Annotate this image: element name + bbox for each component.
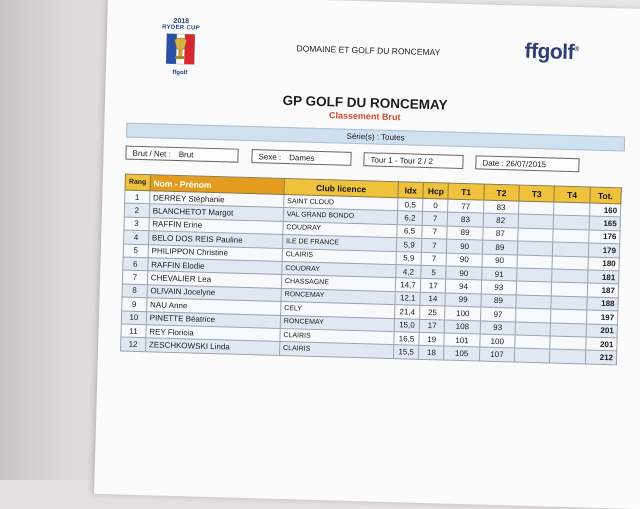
cell-hcp: 7 [422,212,448,226]
cell-hcp: 5 [421,265,447,279]
cell-club: COUDRAY [283,221,397,238]
cell-t4 [551,296,587,310]
col-t4: T4 [554,186,590,203]
cell-club: CELY [281,302,395,319]
cell-t4 [553,229,589,243]
cell-nom: BLANCHETOT Margot [149,204,284,221]
cell-t2: 83 [483,200,519,214]
cell-t2: 107 [479,347,515,361]
cell-tot: 180 [588,257,620,271]
col-nom: Nom - Prénom [150,175,285,195]
tours-box: Tour 1 - Tour 2 / 2 [363,152,463,169]
cell-idx: 6,2 [397,211,423,225]
cell-t3 [518,214,554,228]
col-rang: Rang [125,174,150,191]
cell-t3 [516,308,552,322]
cell-t1: 90 [446,266,482,280]
col-club: Club licence [284,178,398,197]
cell-nom: OLIVAIN Jocelyne [147,284,282,301]
cell-nom: RAFFIN Erine [149,218,284,235]
cell-t1: 100 [445,306,481,320]
cell-t2: 97 [480,307,516,321]
cell-nom: ZESCHKOWSKI Linda [145,338,280,355]
cell-club: CLAIRIS [282,248,396,265]
cell-hcp: 0 [423,198,449,212]
cell-idx: 4,2 [396,265,422,279]
cell-nom: NAU Anne [146,298,281,315]
cell-t4 [551,309,587,323]
cell-nom: BELO DOS REIS Pauline [148,231,283,248]
cell-t4 [553,215,589,229]
cell-t4 [552,282,588,296]
cell-t4 [552,269,588,283]
cell-tot: 181 [587,270,619,284]
cell-club: ILE DE FRANCE [282,235,396,252]
cell-idx: 14,7 [395,278,421,292]
cell-t3 [519,201,555,215]
cell-tot: 201 [586,323,618,337]
cell-nom: REY Floricia [146,325,281,342]
cell-t1: 99 [445,293,481,307]
cell-hcp: 14 [420,292,446,306]
cell-hcp: 17 [419,319,445,333]
ryder-cup-trophy-flag-icon [164,32,197,71]
cell-t3 [516,281,552,295]
filters-row [125,146,622,178]
cell-t2: 89 [482,240,518,254]
brut-net-value: Brut [178,150,194,160]
registered-mark-icon: ® [574,46,579,54]
cell-t3 [518,228,554,242]
cell-t3 [517,268,553,282]
cell-rang: 8 [122,284,147,298]
sexe-value: Dames [289,153,315,163]
ryder-label: RYDER CUP [162,24,201,32]
cell-nom: RAFFIN Elodie [147,258,282,275]
brut-net-label: Brut / Net : [132,148,171,159]
cell-tot: 160 [589,203,621,217]
cell-nom: DERREY Stéphanie [149,191,284,208]
cell-club: CHASSAGNE [281,275,395,292]
col-t1: T1 [448,183,484,200]
cell-t4 [554,202,590,216]
cell-rang: 9 [122,297,147,311]
cell-t3 [516,295,552,309]
cell-hcp: 7 [421,252,447,266]
page-subtitle: Classement Brut [328,110,401,123]
results-sheet [94,0,640,509]
cell-hcp: 19 [419,332,445,346]
cell-t4 [550,323,586,337]
cell-t2: 89 [481,294,517,308]
results-table [120,174,622,365]
col-idx: Idx [398,182,424,199]
cell-club: RONCEMAY [281,288,395,305]
cell-idx: 21,4 [395,305,421,319]
cell-rang: 7 [122,270,147,284]
cell-t1: 90 [446,253,482,267]
cell-tot: 165 [589,216,621,230]
cell-t1: 90 [447,239,483,253]
cell-t1: 105 [444,346,480,360]
cell-t3 [514,348,550,362]
cell-idx: 15,5 [393,345,419,359]
cell-rang: 5 [123,244,148,258]
cell-idx: 5,9 [396,238,422,252]
cell-club: RONCEMAY [280,315,394,332]
cell-t1: 101 [444,333,480,347]
cell-t4 [550,349,586,363]
cell-t1: 89 [447,226,483,240]
col-hcp: Hcp [423,182,449,199]
club-name-header: DOMAINE ET GOLF DU RONCEMAY [296,43,441,58]
col-t3: T3 [519,185,555,202]
cell-idx: 16,5 [394,332,420,346]
cell-t2: 91 [481,267,517,281]
col-t2: T2 [484,184,520,201]
cell-rang: 10 [121,311,146,325]
cell-t2: 90 [482,254,518,268]
cell-t1: 108 [445,320,481,334]
cell-t4 [552,256,588,270]
ryder-ffgolf: ffgolf [172,69,188,77]
cell-rang: 6 [123,257,148,271]
cell-tot: 187 [587,283,619,297]
cell-t2: 100 [479,334,515,348]
cell-idx: 12,1 [395,291,421,305]
cell-t3 [515,322,551,336]
cell-t3 [517,241,553,255]
cell-club: COUDRAY [282,261,396,278]
date-box: Date : 26/07/2015 [475,155,579,172]
cell-rang: 3 [124,217,149,231]
cell-t2: 82 [483,213,519,227]
page-title: GP GOLF DU RONCEMAY [282,92,448,113]
cell-t1: 77 [448,199,484,213]
ffgolf-logo [524,40,579,66]
cell-club: SAINT CLOUD [284,194,398,211]
cell-tot: 179 [588,243,620,257]
cell-hcp: 18 [419,346,445,360]
cell-rang: 2 [124,203,149,217]
series-bar: Série(s) : Toutes [126,123,625,152]
cell-rang: 12 [121,337,146,351]
ryder-year: 2018 [173,17,190,26]
cell-club: CLAIRIS [279,342,393,359]
cell-tot: 188 [587,297,619,311]
col-tot: Tot. [589,187,621,204]
cell-t1: 94 [446,279,482,293]
cell-nom: CHEVALIER Lea [147,271,282,288]
cell-t2: 93 [481,280,517,294]
cell-nom: PHILIPPON Christine [148,244,283,261]
cell-idx: 5,9 [396,251,422,265]
cell-t3 [515,335,551,349]
cell-club: CLAIRIS [280,328,394,345]
cell-idx: 0,5 [398,198,424,212]
cell-hcp: 17 [420,279,446,293]
cell-tot: 201 [585,337,617,351]
cell-tot: 176 [588,230,620,244]
cell-club: VAL GRAND BONDO [283,208,397,225]
cell-t3 [517,255,553,269]
cell-rang: 11 [121,324,146,338]
cell-t2: 93 [480,321,516,335]
cell-tot: 212 [585,350,617,364]
cell-t2: 87 [482,227,518,241]
cell-t4 [550,336,586,350]
ryder-cup-logo [152,17,210,81]
cell-hcp: 25 [420,305,446,319]
cell-idx: 15,0 [394,318,420,332]
cell-nom: PINETTE Béatrice [146,311,281,328]
cell-hcp: 7 [422,239,448,253]
sexe-box [251,149,351,166]
cell-hcp: 7 [422,225,448,239]
sexe-label: Sexe : [258,152,282,162]
brut-net-box [125,146,238,163]
cell-rang: 1 [125,190,150,204]
cell-idx: 6,5 [397,224,423,238]
ffgolf-logo-text: ffgolf [524,39,575,65]
cell-t1: 83 [448,212,484,226]
cell-rang: 4 [124,230,149,244]
cell-t4 [553,242,589,256]
cell-tot: 197 [586,310,618,324]
